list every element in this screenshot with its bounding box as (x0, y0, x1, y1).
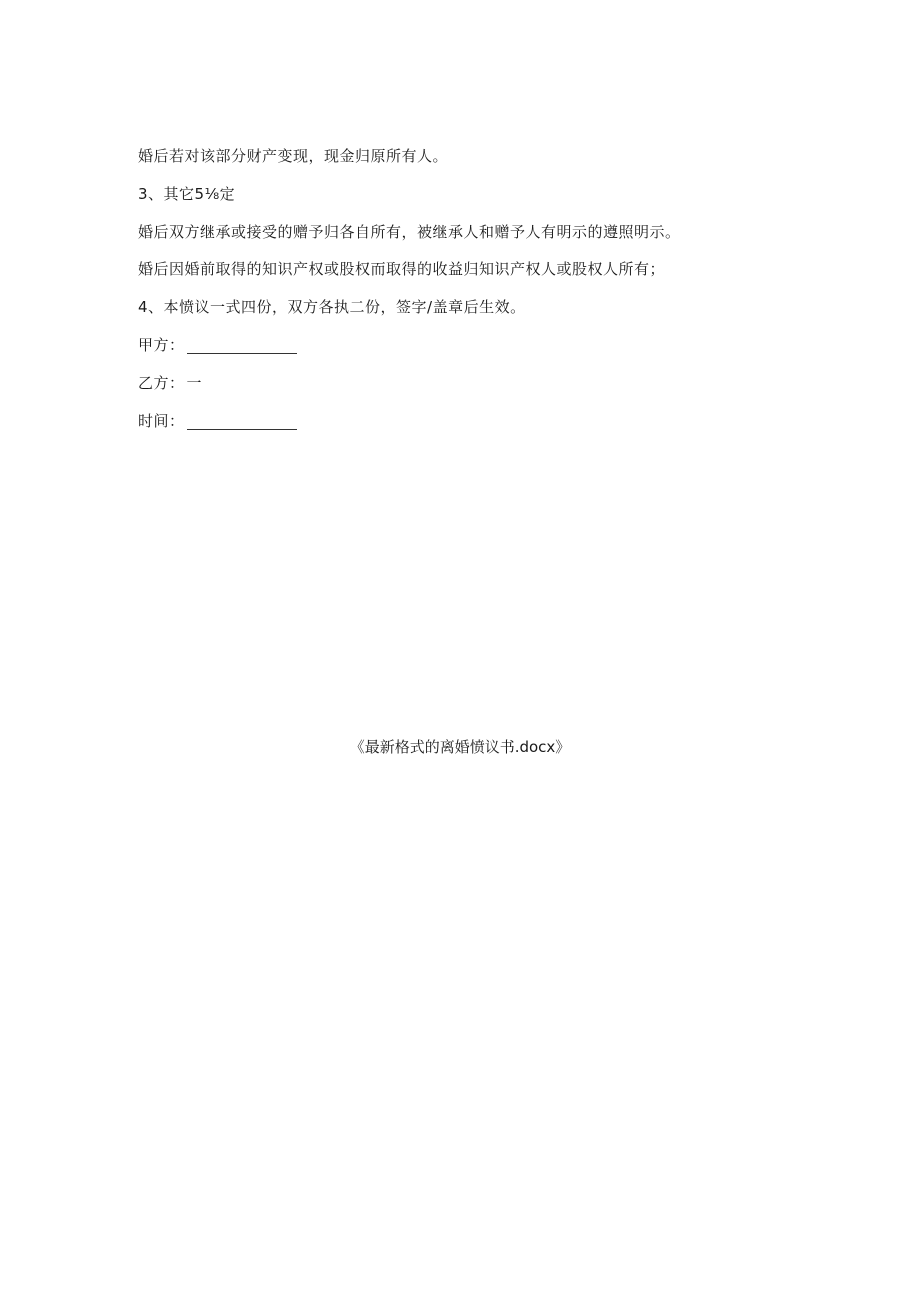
date-label: 时间： (138, 412, 185, 430)
party-b-label: 乙方： (138, 374, 185, 392)
paragraph-inheritance-gifts: 婚后双方继承或接受的赠予归各自所有，被继承人和赠予人有明示的遵照明示。 (138, 223, 681, 241)
party-b-value: 一 (186, 374, 203, 392)
date-signature-line (138, 411, 297, 431)
document-footer-filename: 《最新格式的离婚愤议书.docx》 (349, 738, 571, 756)
party-a-blank (187, 335, 297, 354)
party-a-label: 甲方： (138, 336, 185, 354)
party-a-signature-line (138, 335, 297, 355)
date-blank (187, 411, 297, 430)
clause-3-heading: 3、其它5⅛定 (138, 185, 236, 203)
paragraph-cash-to-owner: 婚后若对该部分财产变现，现金归原所有人。 (138, 147, 449, 165)
clause-4-copies: 4、本愤议一式四份，双方各执二份，签字/盖章后生效。 (138, 298, 526, 316)
party-b-signature-line (138, 373, 202, 393)
paragraph-ip-equity-income: 婚后因婚前取得的知识产权或股权而取得的收益归知识产权人或股权人所有； (138, 260, 666, 278)
